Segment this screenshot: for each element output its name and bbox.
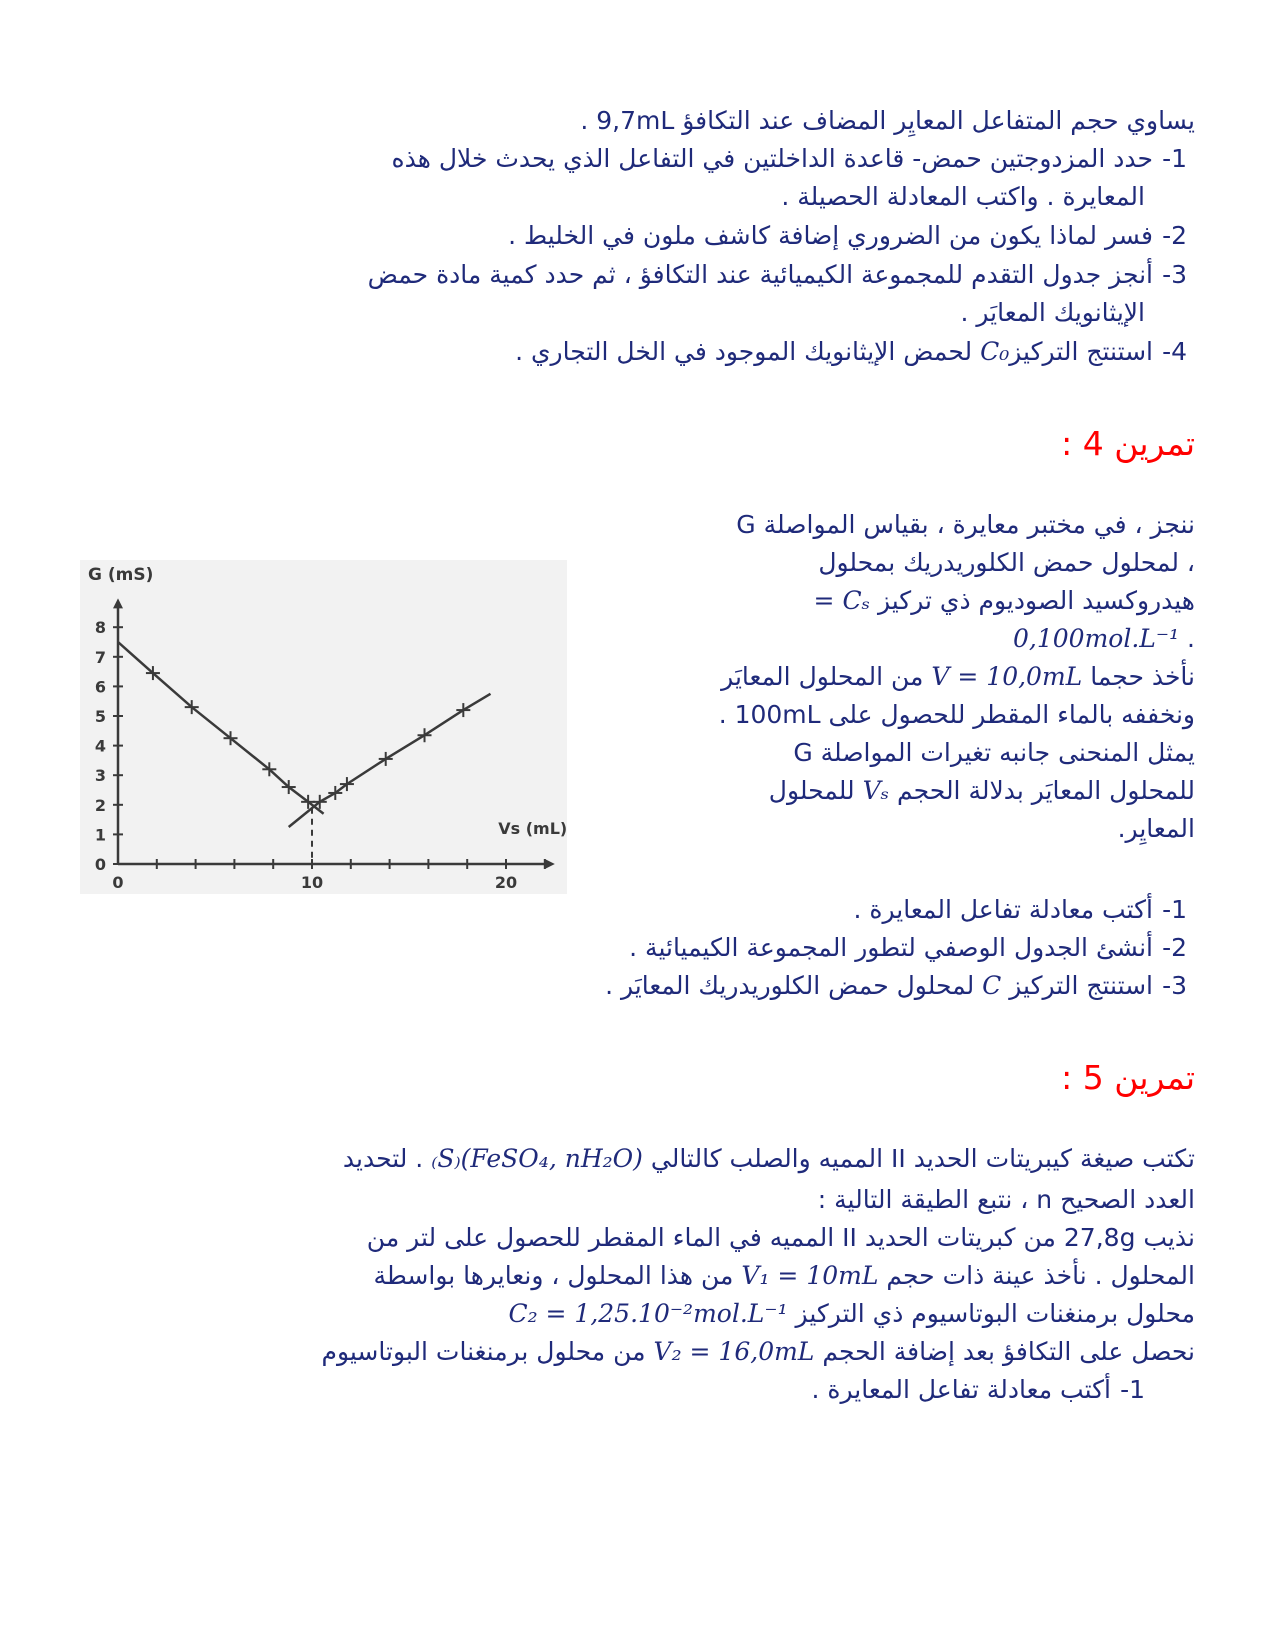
x-tick-label: 0 (112, 873, 124, 892)
ex4-question-2: 2-أنشئ الجدول الوصفي لتطور المجموعة الكيميائية . (629, 933, 1187, 962)
conductance-graph (80, 560, 567, 894)
y-tick-label: 4 (94, 736, 106, 756)
ex4-para-line-7: يمثل المنحنى جانبه تغيرات المواصلة G (793, 738, 1195, 767)
y-axis-arrow (113, 598, 123, 608)
ex5-heading: تمرين 5 : (1061, 1058, 1195, 1097)
ex5-line-1: تكتب صيغة كيبريتات الحديد II المميه والصلب كالتالي (FeSO₄, nH₂O)₍S₎ . لتحديد (342, 1144, 1195, 1173)
ex4-para-line-5: نأخذ حجما V = 10,0mL من المحلول المعايَر (721, 662, 1195, 691)
y-tick-label: 0 (94, 855, 106, 874)
y-tick-label: 6 (94, 677, 106, 697)
ex4-para-line-9: المعايِر. (1117, 814, 1195, 843)
intro-line: يساوي حجم المتفاعل المعايِر المضاف عند التكافؤ 9,7mL . (580, 106, 1195, 135)
ex3-question-1-cont: المعايرة . واكتب المعادلة الحصيلة . (781, 182, 1145, 211)
y-axis-label: G (mS) (88, 565, 154, 585)
x-tick-label: 20 (494, 873, 518, 892)
y-tick-label: 2 (94, 795, 106, 815)
ex5-line-2: العدد الصحيح n ، نتبع الطيقة التالية : (817, 1185, 1195, 1214)
data-point (456, 703, 470, 717)
ex3-question-3-cont: الإيثانويك المعايَر . (960, 298, 1145, 327)
ex4-para-line-3: هيدروكسيد الصوديوم ذي تركيز Cₛ = (813, 586, 1195, 615)
x-axis-arrow (545, 859, 555, 869)
data-point (379, 752, 393, 766)
x-tick-label: 10 (300, 873, 324, 892)
data-point (418, 728, 432, 742)
ex4-para-line-2: ، لمحلول حمض الكلوريدريك بمحلول (818, 548, 1195, 577)
ex4-para-line-6: ونخففه بالماء المقطر للحصول على 100mL . (718, 700, 1195, 729)
ex5-line-6: نحصل على التكافؤ بعد إضافة الحجم V₂ = 16,0mL من محلول برمنغنات البوتاسيوم (321, 1337, 1195, 1366)
ex4-para-line-4: . 0,100mol.L⁻¹ (1013, 624, 1195, 653)
y-tick-label: 7 (94, 647, 106, 667)
x-axis-label: Vs (mL) (498, 819, 567, 838)
ex4-question-3: 3-استنتج التركيز C لمحلول حمض الكلوريدريك المعايَر . (605, 971, 1187, 1000)
y-tick-label: 5 (94, 707, 106, 726)
ex3-question-4: 4-استنتج التركيزC₀ لحمض الإيثانويك الموجود في الخل التجاري . (515, 337, 1187, 366)
y-tick-label: 1 (94, 825, 106, 845)
y-tick-label: 3 (94, 766, 106, 786)
ex5-line-3: نذيب 27,8g من كبريتات الحديد II المميه في الماء المقطر للحصول على لتر من (366, 1223, 1195, 1252)
ex5-question-1: 1-أكتب معادلة تفاعل المعايرة . (811, 1375, 1145, 1404)
ex3-question-3: 3-أنجز جدول التقدم للمجموعة الكيميائية عند التكافؤ ، ثم حدد كمية مادة حمض (367, 260, 1187, 289)
ex4-question-1: 1-أكتب معادلة تفاعل المعايرة . (853, 895, 1187, 924)
y-tick-label: 8 (94, 618, 106, 638)
ex5-line-4: المحلول . نأخذ عينة ذات حجم V₁ = 10mL من هذا المحلول ، ونعايرها بواسطة (373, 1261, 1195, 1290)
ex3-question-2: 2-فسر لماذا يكون من الضروري إضافة كاشف ملون في الخليط . (508, 221, 1187, 250)
ex4-para-line-8: للمحلول المعايَر بدلالة الحجم Vₛ للمحلول (768, 776, 1195, 805)
ex4-para-line-1: ننجز ، في مختبر معايرة ، بقياس المواصلة G (736, 510, 1195, 539)
ex3-question-1: 1-حدد المزدوجتين حمض- قاعدة الداخلتين في التفاعل الذي يحدث خلال هذه (391, 144, 1187, 173)
ex4-heading: تمرين 4 : (1061, 424, 1195, 463)
ex5-line-5: محلول برمنغنات البوتاسيوم ذي التركيز C₂ = 1,25.10⁻²mol.L⁻¹ (508, 1299, 1195, 1328)
